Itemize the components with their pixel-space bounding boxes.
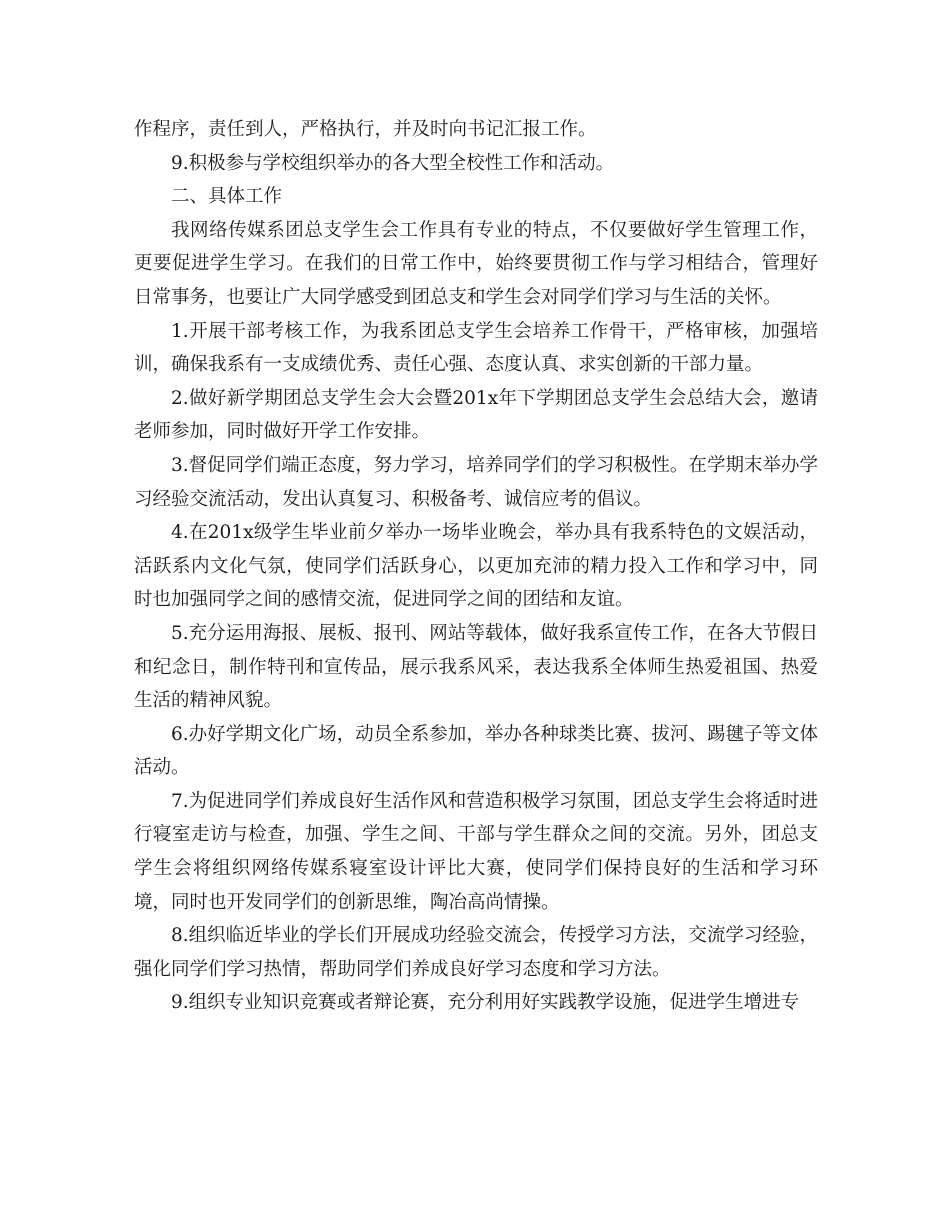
paragraph-item-2: 2.做好新学期团总支学生会大会暨201x年下学期团总支学生会总结大会，邀请老师参加，同时做好开学工作安排。	[134, 387, 818, 443]
paragraph-item-7: 7.为促进同学们养成良好生活作风和营造积极学习氛围，团总支学生会将适时进行寝室走访与检查，加强、学生之间、干部与学生群众之间的交流。另外，团总支学生会将组织网络传媒系寝室设计评比大赛，使同学们保持良好的生活和学习环境，同时也开发同学们的创新思维，陶冶高尚情操。	[134, 790, 818, 913]
paragraph-item-4: 4.在201x级学生毕业前夕举办一场毕业晚会，举办具有我系特色的文娱活动，活跃系内文化气氛，使同学们活跃身心，以更加充沛的精力投入工作和学习中，同时也加强同学之间的感情交流，促进同学之间的团结和友谊。	[134, 522, 818, 611]
paragraph-continuation: 作程序，责任到人，严格执行，并及时向书记汇报工作。	[134, 119, 597, 140]
paragraph-item-8: 8.组织临近毕业的学长们开展成功经验交流会，传授学习方法，交流学习经验，强化同学们学习热情，帮助同学们养成良好学习态度和学习方法。	[134, 925, 818, 980]
section-heading-specific-work: 二、具体工作	[171, 186, 283, 208]
paragraph-item-9: 9.组织专业知识竞赛或者辩论赛，充分利用好实践教学设施，促进学生增进专	[171, 992, 800, 1014]
paragraph-item-6: 6.办好学期文化广场，动员全系参加，举办各种球类比赛、拔河、踢毽子等文体活动。	[134, 723, 818, 779]
document-body	[134, 113, 818, 1020]
paragraph-intro: 我网络传媒系团总支学生会工作具有专业的特点，不仅要做好学生管理工作，更要促进学生学习。在我们的日常工作中，始终要贯彻工作与学习相结合，管理好日常事务，也要让广大同学感受到团总支和学生会对同学们学习与生活的关怀。	[134, 219, 818, 308]
paragraph-item-3: 3.督促同学们端正态度，努力学习，培养同学们的学习积极性。在学期末举办学习经验交流活动，发出认真复习、积极备考、诚信应考的倡议。	[134, 454, 818, 510]
paragraph-item-1: 1.开展干部考核工作，为我系团总支学生会培养工作骨干，严格审核，加强培训，确保我系有一支成绩优秀、责任心强、态度认真、求实创新的干部力量。	[134, 320, 818, 376]
paragraph-item-9-general: 9.积极参与学校组织举办的各大型全校性工作和活动。	[171, 152, 615, 174]
paragraph-item-5: 5.充分运用海报、展板、报刊、网站等载体，做好我系宣传工作，在各大节假日和纪念日，制作特刊和宣传品，展示我系风采，表达我系全体师生热爱祖国、热爱生活的精神风貌。	[134, 622, 818, 712]
